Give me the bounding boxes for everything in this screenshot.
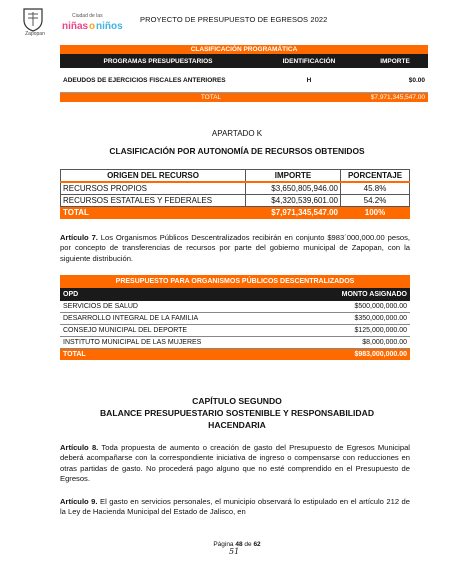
programmatic-classification-table xyxy=(60,45,428,102)
total-row xyxy=(61,207,410,219)
opd-budget-table xyxy=(60,275,410,360)
table-cell: 45.8% xyxy=(341,182,410,195)
column-header: PROGRAMAS PRESUPUESTARIOS xyxy=(60,54,256,68)
article-label: Artículo 8. xyxy=(60,443,99,452)
table-row xyxy=(61,182,410,195)
table-cell: INSTITUTO MUNICIPAL DE LAS MUJERES xyxy=(60,337,286,349)
total-label: TOTAL xyxy=(61,207,246,219)
page-header xyxy=(20,6,460,38)
column-header: IDENTIFICACIÓN xyxy=(256,54,362,68)
table-cell: CONSEJO MUNICIPAL DEL DEPORTE xyxy=(60,325,286,337)
section-title: CLASIFICACIÓN POR AUTONOMÍA DE RECURSOS OBTENIDOS xyxy=(109,146,365,156)
table-cell: H xyxy=(256,68,362,93)
column-header: PORCENTAJE xyxy=(341,170,410,183)
handwritten-page-number: 51 xyxy=(229,547,240,556)
article-9-paragraph xyxy=(60,497,410,518)
article-label: Artículo 7. xyxy=(60,233,98,242)
table-cell: SERVICIOS DE SALUD xyxy=(60,301,286,313)
total-value: $7,971,345,547.00 xyxy=(362,93,428,103)
table-cell: DESARROLLO INTEGRAL DE LA FAMILIA xyxy=(60,313,286,325)
table-row xyxy=(60,337,410,349)
table-row xyxy=(61,195,410,207)
page-total: 62 xyxy=(253,541,261,548)
table-cell: 54.2% xyxy=(341,195,410,207)
column-header: OPD xyxy=(60,288,286,301)
ciudad-ninas-ninos-logo xyxy=(60,8,130,34)
column-header: IMPORTE xyxy=(362,54,428,68)
table-cell: $8,000,000.00 xyxy=(286,337,410,349)
svg-text:Ciudad de las: Ciudad de las xyxy=(72,13,103,19)
chapter-title-line: BALANCE PRESUPUESTARIO SOSTENIBLE Y RESPONSABILIDAD xyxy=(99,408,375,418)
column-header: MONTO ASIGNADO xyxy=(286,288,410,301)
table-cell: $0.00 xyxy=(362,68,428,93)
page-number: 48 xyxy=(235,541,243,548)
table-cell: $125,000,000.00 xyxy=(286,325,410,337)
table-cell: ADEUDOS DE EJERCICIOS FISCALES ANTERIORES xyxy=(60,68,256,93)
table-cell: RECURSOS ESTATALES Y FEDERALES xyxy=(61,195,246,207)
total-percent: 100% xyxy=(341,207,410,219)
resource-origin-table xyxy=(60,169,410,219)
table-row xyxy=(60,68,428,93)
zapopan-seal-icon xyxy=(20,6,46,32)
total-label: TOTAL xyxy=(60,349,286,361)
table-cell: $500,000,000.00 xyxy=(286,301,410,313)
header-title: PROYECTO DE PRESUPUESTO DE EGRESOS 2022 xyxy=(140,15,328,24)
chapter-title-line: CAPÍTULO SEGUNDO xyxy=(192,396,282,406)
page-prefix: Página xyxy=(213,541,236,548)
table-cell: $3,650,805,946.00 xyxy=(246,182,341,195)
article-text: Los Organismos Públicos Descentralizados recibirán en conjunto $983´000,000.00 pesos, por concepto de transferencias de recursos por parte del gobierno municipal de Zapopan, con la siguiente distribución. xyxy=(60,233,410,263)
table-row xyxy=(60,301,410,313)
section-label: APARTADO K xyxy=(211,129,263,138)
table-caption: CLASIFICACIÓN PROGRAMÁTICA xyxy=(60,45,428,54)
page-middle: de xyxy=(242,541,254,548)
table-row xyxy=(60,313,410,325)
table-cell: $4,320,539,601.00 xyxy=(246,195,341,207)
total-row xyxy=(60,349,410,361)
svg-text:niñas: niñas xyxy=(62,21,89,32)
column-header: IMPORTE xyxy=(246,170,341,183)
svg-text:niños: niños xyxy=(96,21,123,32)
chapter-title-line: HACENDARIA xyxy=(208,420,266,430)
table-cell: RECURSOS PROPIOS xyxy=(61,182,246,195)
column-header: ORIGEN DEL RECURSO xyxy=(61,170,246,183)
article-7-paragraph xyxy=(60,233,410,264)
svg-text:o: o xyxy=(89,21,96,32)
total-label: TOTAL xyxy=(60,93,362,103)
table-caption: PRESUPUESTO PARA ORGANISMOS PÚBLICOS DESCENTRALIZADOS xyxy=(60,275,410,288)
total-value: $7,971,345,547.00 xyxy=(246,207,341,219)
article-8-paragraph xyxy=(60,443,410,485)
table-row xyxy=(60,325,410,337)
article-label: Artículo 9. xyxy=(60,497,98,506)
table-cell: $350,000,000.00 xyxy=(286,313,410,325)
total-value: $983,000,000.00 xyxy=(286,349,410,361)
article-text: Toda propuesta de aumento o creación de gasto del Presupuesto de Egresos Municipal deberá acompañarse con la correspondiente iniciativa de ingreso o compensarse con reducciones en otras partidas de gasto. No procederá pago alguno que no esté comprendido en el Presupuesto de Egresos. xyxy=(60,443,410,484)
total-row xyxy=(60,93,428,103)
seal-label: Zapopan xyxy=(25,31,45,37)
page-footer xyxy=(0,541,474,556)
article-text: El gasto en servicios personales, el municipio observará lo estipulado en el artículo 212 de la Ley de Hacienda Municipal del Estado de Jalisco, en xyxy=(60,497,410,517)
